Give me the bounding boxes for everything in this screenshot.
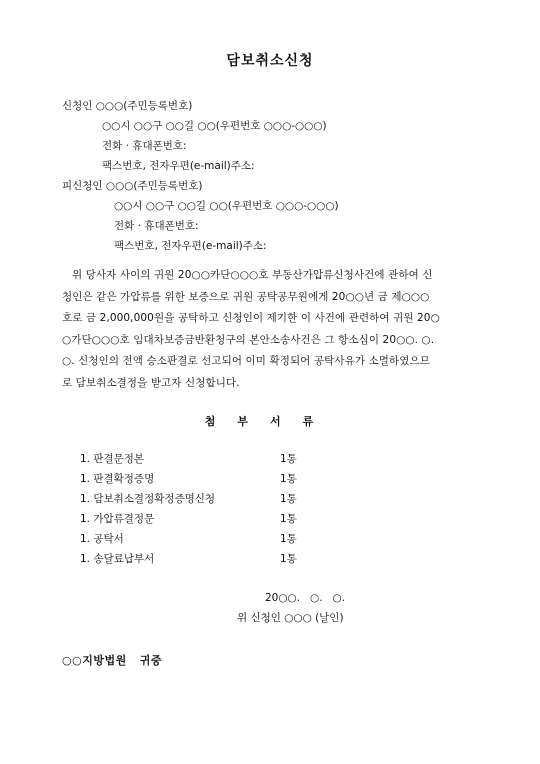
attachment-count: 1통 [280,533,297,545]
body-line: ○. 신청인의 전액 승소판결로 선고되어 이미 확정되어 공탁사유가 소멸하였으므 [62,355,430,367]
attachment-item [80,551,340,571]
applicant-name-line: 신청인 ○○○(주민등록번호) [62,100,193,112]
body-line: 청인은 같은 가압류를 위한 보증으로 귀원 공탁공무원에게 20○○년 금 제○○○ [62,290,430,303]
respondent-phone: 전화 · 휴대폰번호: [114,220,199,232]
attachment-name: 1. 공탁서 [80,533,124,545]
attachment-name: 1. 판결확정증명 [80,473,155,485]
body-line: 위 당사자 사이의 귀원 20○○카단○○○호 부동산가압류신청사건에 관하여 신 [72,269,433,281]
attachment-count: 1통 [280,493,297,505]
attachment-name: 1. 담보취소결정확정증명신청 [80,493,216,505]
respondent-address: ○○시 ○○구 ○○길 ○○(우편번호 ○○○-○○○) [114,200,339,212]
attachment-count: 1통 [280,513,297,525]
body-line: 로 담보취소결정을 받고자 신청합니다. [62,376,240,389]
body-paragraph [62,265,482,394]
attachment-item [80,531,340,551]
attachment-name: 1. 판결문정본 [80,453,145,465]
attachment-item [80,471,340,491]
attachment-item [80,511,340,531]
attachment-count: 1통 [280,553,297,565]
attachment-name: 1. 가압류결정문 [80,513,155,525]
attachment-count: 1통 [280,453,297,465]
attachment-item [80,491,340,511]
applicant-phone: 전화 · 휴대폰번호: [102,140,187,152]
attachment-item [80,451,340,471]
attachments-title: 첨부서류 [204,415,336,428]
respondent-fax-email: 팩스번호, 전자우편(e-mail)주소: [114,240,267,252]
applicant-fax-email: 팩스번호, 전자우편(e-mail)주소: [102,160,255,172]
filing-date: 20○○. ○. ○. [265,592,346,604]
document-title: 담보취소신청 [226,53,314,69]
body-line: 호로 금 2,000,000원을 공탁하고 신청인이 제기한 이 사건에 관련하여 귀원 20○ [62,312,440,324]
applicant-address: ○○시 ○○구 ○○길 ○○(우편번호 ○○○-○○○) [102,120,327,132]
court-addressee: ○○지방법원 귀중 [62,654,162,667]
attachment-count: 1통 [280,473,297,485]
attachment-name: 1. 송달료납부서 [80,553,155,565]
body-line: ○가단○○○호 임대차보증금반환청구의 본안소송사건은 그 항소심이 20○○. ○. [62,333,435,346]
applicant-signature: 위 신청인 ○○○ (날인) [237,612,344,624]
respondent-name-line: 피신청인 ○○○(주민등록번호) [62,180,203,192]
